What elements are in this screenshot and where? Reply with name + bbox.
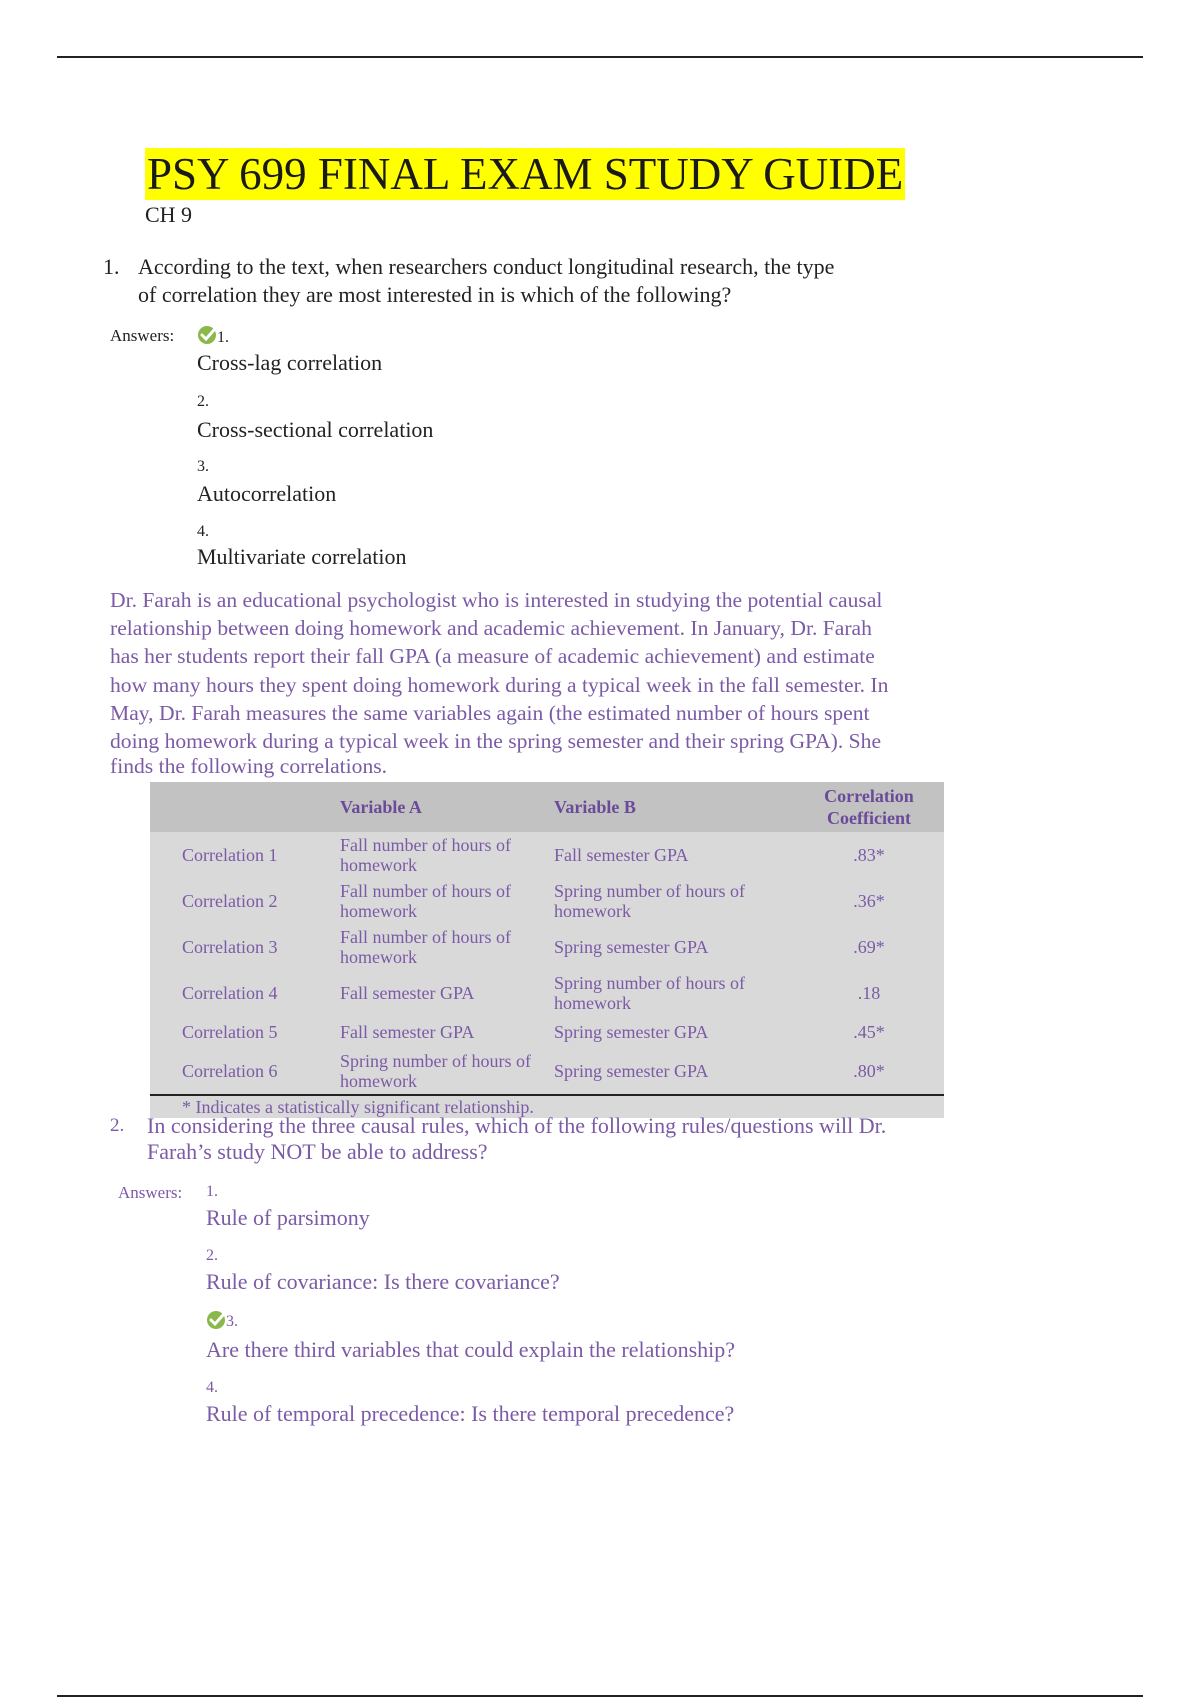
coefficient: .36* (853, 891, 885, 911)
row-label: Correlation 6 (182, 1061, 278, 1081)
coefficient: .69* (853, 937, 885, 957)
table-header (150, 782, 340, 832)
variable-b: Spring semester GPA (554, 937, 709, 957)
option-text: Rule of covariance: Is there covariance? (206, 1269, 560, 1294)
option-number: 2. (206, 1247, 218, 1264)
passage-line: how many hours they spent doing homework during a typical week in the fall semester. In (110, 672, 889, 697)
coefficient: .45* (853, 1022, 885, 1042)
table-header: Correlation Coefficient (794, 782, 944, 832)
coefficient: .83* (853, 845, 885, 865)
option-number: 1. (206, 1183, 218, 1200)
passage-line: finds the following correlations. (110, 754, 388, 779)
table-row (150, 970, 944, 1016)
answers-label: Answers: (110, 326, 175, 345)
option-text: Autocorrelation (197, 481, 337, 506)
option-number: 2. (197, 393, 209, 410)
row-label: Correlation 1 (182, 845, 278, 865)
option-text: Rule of temporal precedence: Is there temporal precedence? (206, 1401, 735, 1426)
variable-b: Spring semester GPA (554, 1061, 709, 1081)
question-1 (103, 253, 1003, 313)
variable-a: Spring number of hours of homework (340, 1051, 531, 1091)
question-text-line-2: of correlation they are most interested in is which of the following? (138, 282, 732, 307)
coefficient: .80* (853, 1061, 885, 1081)
option-number: 3. (226, 1313, 238, 1330)
passage-line: doing homework during a typical week in the spring semester and their spring GPA). She (110, 729, 882, 754)
chapter-label: CH 9 (145, 202, 193, 227)
variable-b: Fall semester GPA (554, 845, 689, 865)
option-number: 1. (217, 329, 229, 346)
variable-b: Spring number of hours of homework (554, 973, 745, 1013)
answers-label: Answers: (118, 1183, 183, 1202)
table-row (150, 1048, 944, 1094)
option-number: 4. (197, 523, 209, 540)
question-text-line-1: According to the text, when researchers conduct longitudinal research, the type (138, 254, 835, 279)
option-text: Rule of parsimony (206, 1205, 370, 1230)
table-row (150, 1016, 944, 1048)
variable-a: Fall number of hours of homework (340, 927, 511, 967)
option-text: Multivariate correlation (197, 544, 407, 569)
variable-a: Fall semester GPA (340, 983, 475, 1003)
variable-a: Fall number of hours of homework (340, 881, 511, 921)
table-footnote: * Indicates a statistically significant relationship. (150, 1094, 944, 1118)
row-label: Correlation 4 (182, 983, 278, 1003)
document-title: PSY 699 FINAL EXAM STUDY GUIDE (147, 149, 904, 199)
bottom-rule (57, 1695, 1143, 1697)
row-label: Correlation 5 (182, 1022, 278, 1042)
option-number: 3. (197, 458, 209, 475)
table-header: Variable B (554, 782, 794, 832)
option-text: Cross-lag correlation (197, 350, 383, 375)
variable-b: Spring number of hours of homework (554, 881, 745, 921)
variable-b: Spring semester GPA (554, 1022, 709, 1042)
question-number: 2. (110, 1115, 125, 1136)
question-text-line-2: Farah’s study NOT be able to address? (147, 1139, 488, 1164)
scenario-passage (110, 586, 990, 777)
passage-line: May, Dr. Farah measures the same variables again (the estimated number of hours spent (110, 700, 870, 725)
table-row (150, 924, 944, 970)
option-number: 4. (206, 1379, 218, 1396)
table-row (150, 878, 944, 924)
table-header: Variable A (340, 782, 554, 832)
option-text: Cross-sectional correlation (197, 417, 434, 442)
correct-check-icon (197, 325, 219, 345)
correct-check-icon (206, 1310, 228, 1330)
passage-line: relationship between doing homework and academic achievement. In January, Dr. Farah (110, 616, 872, 641)
coefficient: .18 (857, 983, 881, 1003)
option-text: Are there third variables that could explain the relationship? (206, 1337, 736, 1362)
table-header-row (150, 782, 944, 832)
question-number: 1. (103, 254, 120, 279)
question-text-line-1: In considering the three causal rules, which of the following rules/questions will Dr. (147, 1113, 887, 1138)
variable-a: Fall semester GPA (340, 1022, 475, 1042)
top-rule (57, 56, 1143, 58)
question-2 (110, 1113, 1010, 1169)
variable-a: Fall number of hours of homework (340, 835, 511, 875)
table-row (150, 832, 944, 878)
row-label: Correlation 3 (182, 937, 278, 957)
correlation-table (150, 782, 944, 1118)
passage-line: Dr. Farah is an educational psychologist who is interested in studying the potential causal (110, 588, 883, 612)
row-label: Correlation 2 (182, 891, 278, 911)
passage-line: has her students report their fall GPA (a measure of academic achievement) and estimate (110, 644, 875, 669)
